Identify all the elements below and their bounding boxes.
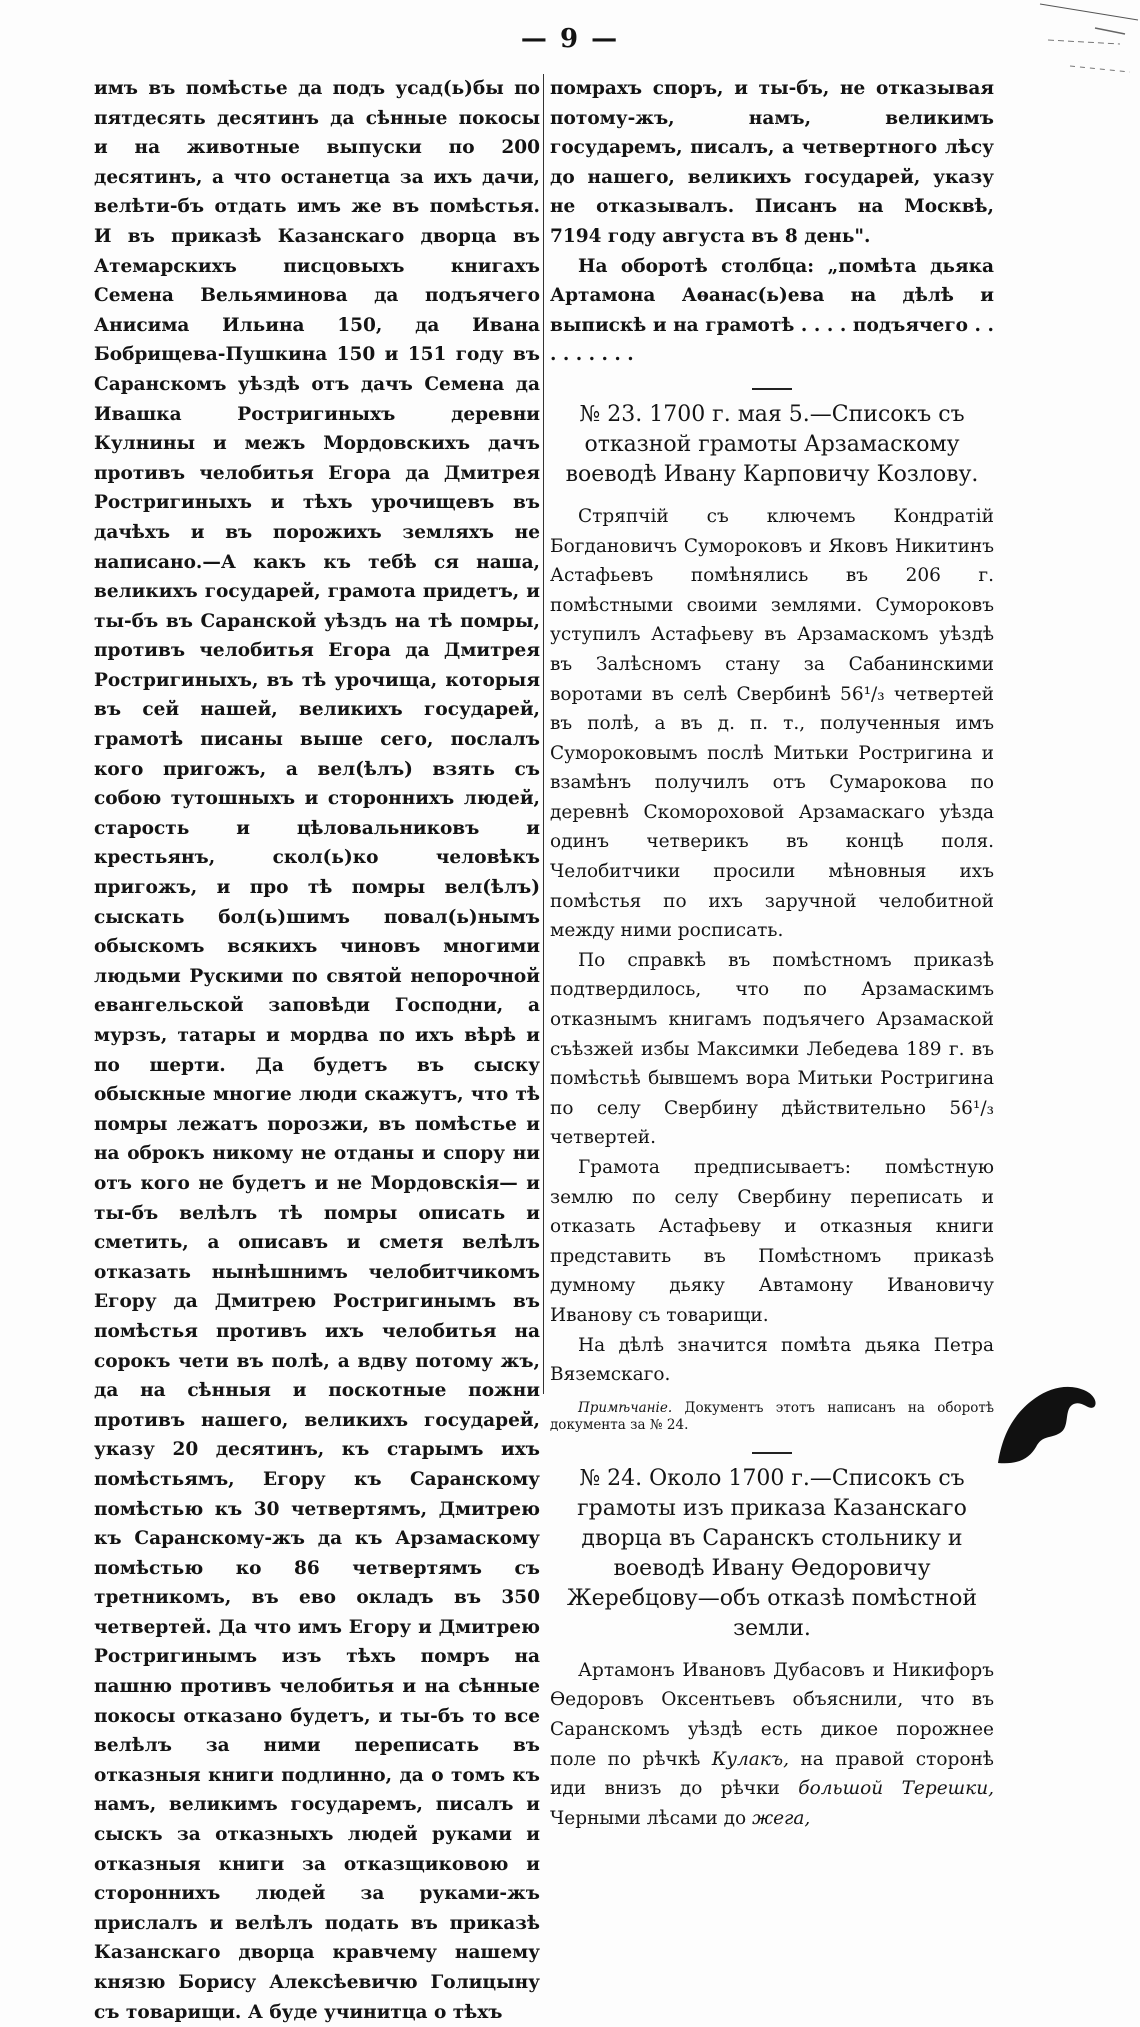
- two-column-body: [94, 74, 995, 2023]
- river-name-italic: Кулакъ,: [711, 1748, 790, 1770]
- section-separator: [550, 378, 994, 392]
- reverse-note: На оборотѣ столбца: „помѣта дьяка Артамона Аѳанас(ь)ева на дѣлѣ и выпискѣ и на грамотѣ . . . . подъячего . . . . . . . . .: [550, 255, 994, 366]
- right-column: [550, 74, 995, 1829]
- doc-24-text: на правой сторонѣ иди внизъ до рѣчки: [550, 1748, 994, 1800]
- footnote-text: Документъ этотъ написанъ на оборотѣ документа за № 24.: [550, 1399, 994, 1433]
- doc-23-footnote: [550, 1400, 994, 1434]
- column-divider: [543, 74, 544, 1394]
- doc-23-heading: № 23. 1700 г. мая 5.—Списокъ съ отказной грамоты Арзамаскому воеводѣ Ивану Карповичу Козлову.: [565, 401, 979, 487]
- place-name-italic: жега,: [752, 1807, 811, 1829]
- ink-blot-mark: [990, 1377, 1100, 1467]
- left-column: [94, 74, 540, 2023]
- doc-23-paragraph: Грамота предписываетъ: помѣстную землю по селу Свербину переписать и отказать Астафьеву и отказныя книги представить въ Помѣстномъ приказѣ думному дьяку Автамону Ивановичу Иванову съ товарищи.: [550, 1157, 994, 1326]
- doc-24-paragraph: [550, 1656, 994, 1834]
- left-column-text: имъ въ помѣстье да подъ усад(ь)бы по пятдесять десятинъ да сѣнные покосы и на животные выпуски по 200 десятинъ, а что останетца за ихъ дачи, велѣти-бъ отдать имъ же въ помѣстья. И въ приказѣ Казанскаго дворца въ Атемарскихъ писцовыхъ книгахъ Семена Вельяминова да подъячего Анисима Ильина 150, да Ивана Бобрищева-Пушкина 150 и 151 году въ Саранскомъ уѣздѣ отъ дачъ Семена да Ивашка Ростригиныхъ деревни Кулнины и межъ Мордовскихъ дачъ противъ челобитья Егора да Дмитрея Ростригиныхъ и тѣхъ урочищевъ въ дачѣхъ и въ порожихъ земляхъ не написано.—А какъ къ тебѣ ся наша, великихъ государей, грамота придетъ, и ты-бъ въ Саранской уѣздъ на тѣ помры, противъ челобитья Егора да Дмитрея Ростригиныхъ, въ тѣ урочища, которыя въ сей нашей, великихъ государей, грамотѣ писаны выше сего, послалъ кого пригожъ, а вел(ѣлъ) взять съ собою тутошныхъ и стороннихъ людей, старость и цѣловальниковъ и крестьянъ, скол(ь)ко человѣкъ пригожъ, и про тѣ помры вел(ѣлъ) сыскать бол(ь)шимъ повал(ь)нымъ обыскомъ всякихъ чиновъ многими людьми Рускими по святой непорочной евангельской заповѣди Господни, а мурзъ, татары и мордва по ихъ вѣрѣ и по шерти. Да будетъ въ сыску обыскные многие люди скажутъ, что тѣ помры лежатъ порозжи, въ помѣстье и на оброкъ никому не отданы и спору ни отъ кого не будетъ и не Мордовскія— и ты-бъ велѣлъ тѣ помры описать и сметить, а описавъ и сметя велѣлъ отказать нынѣшнимъ челобитчикомъ Егору да Дмитрею Ростригинымъ въ помѣстья противъ ихъ челобитья на сорокъ чети въ полѣ, а вдву потому жъ, да на сѣнныя и поскотные пожни противъ нашего, великихъ государей, указу 20 десятинъ, къ старымъ ихъ помѣстьямъ, Егору къ Саранскому помѣстью къ 30 четвертямъ, Дмитрею къ Саранскому-жъ да къ Арзамаскому помѣстью ко 86 четвертямъ съ третникомъ, въ ево окладъ въ 350 четвертей. Да что имъ Егору и Дмитрею Ростригинымъ изъ тѣхъ помръ на пашню противъ челобитья и на сѣнные покосы отказано будетъ, и ты-бъ то все велѣлъ за ними переписать въ отказныя книги подлинно, да о томъ къ намъ, великимъ государемъ, писалъ и сыскъ за отказныхъ людей руками и отказныя книги за отказщиковою и стороннихъ людей за руками-жъ прислалъ и велѣлъ подать въ приказѣ Казанскаго дворца кравчему нашему князю Борису Алексѣевичю Голицыну съ товарищи. А буде учинитца о тѣхъ: [94, 78, 540, 2023]
- section-separator: [550, 1442, 994, 1456]
- doc-23-paragraph: Стряпчій съ ключемъ Кондратій Богдановичъ Сумороковъ и Яковъ Никитинъ Астафьевъ помѣнялись въ 206 г. помѣстными своими землями. Сумороковъ уступилъ Астафьеву въ Арзамаскомъ уѣздѣ въ Залѣсномъ стану за Сабанинскими воротами въ селѣ Свербинѣ 56¹/₃ четвертей въ полѣ, а въ д. п. т., полученныя имъ Сумороковымъ послѣ Митьки Ростригина и взамѣнъ получилъ отъ Сумарокова по деревнѣ Скомороховой Арзамаскаго уѣзда одинъ четверикъ въ концѣ поля. Челобитчики просили мѣновныя ихъ помѣстья по ихъ заручной челобитной между ними росписать.: [550, 505, 994, 942]
- doc-24-text: Артамонъ Ивановъ Дубасовъ и Никифоръ Ѳедоровъ Оксентьевъ объяснили, что въ Саранскомъ уѣздѣ есть дикое порожнее поле по рѣчкѣ: [550, 1659, 994, 1770]
- continuation-text: помрахъ споръ, и ты-бъ, не отказывая потому-жъ, намъ, великимъ государемъ, писалъ, а четвертного лѣсу до нашего, великихъ государей, указу не отказывалъ. Писанъ на Москвѣ, 7194 году августа въ 8 день".: [550, 78, 994, 247]
- footnote-label: Примѣчаніе.: [578, 1399, 673, 1416]
- doc-23-paragraph: На дѣлѣ значится помѣта дьяка Петра Вяземскаго.: [550, 1334, 994, 1386]
- page-number: — 9 —: [520, 24, 620, 54]
- river-name-italic: большой Терешки,: [798, 1778, 995, 1800]
- doc-23-paragraph: По справкѣ въ помѣстномъ приказѣ подтвердилось, что по Арзамаскимъ отказнымъ книгамъ подъячего Арзамаской съѣзжей избы Максимки Лебедева 189 г. въ помѣстьѣ бывшемъ вора Митьки Ростригина по селу Свербину дѣйствительно 56¹/₃ четвертей.: [550, 949, 994, 1149]
- doc-24-text: Черными лѣсами до: [550, 1807, 747, 1829]
- doc-24-heading: № 24. Около 1700 г.—Списокъ съ грамоты изъ приказа Казанскаго дворца въ Саранскъ стольнику и воеводѣ Ивану Ѳедоровичу Жеребцову—объ отказѣ помѣстной земли.: [566, 1465, 978, 1641]
